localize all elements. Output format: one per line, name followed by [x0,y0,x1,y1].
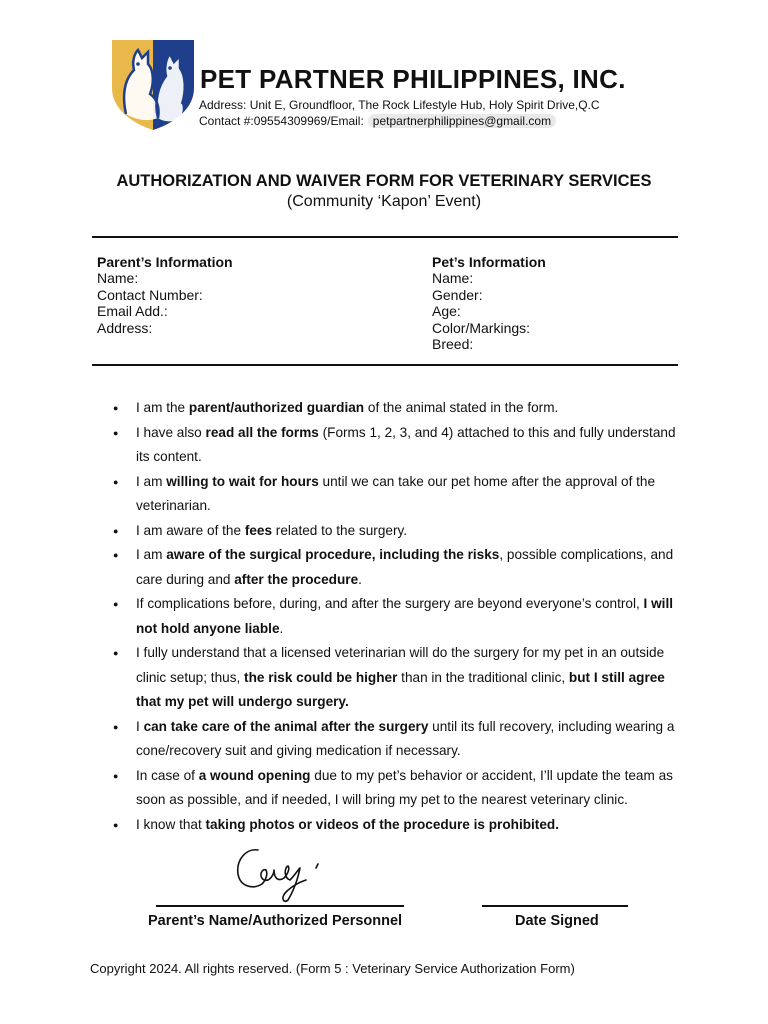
statement-emphasis: a wound opening [198,767,311,783]
statement-text: until we can take our pet home after the approval of the veterinarian. [136,473,656,513]
pet-field-age: Age: [432,303,461,320]
parent-field-email: Email Add.: [97,303,168,320]
pet-field-breed: Breed: [432,336,474,353]
statement-text: I am aware of the [136,522,245,538]
statement-emphasis: but I still agree that my pet will undergo surgery. [136,669,665,709]
statement-text: . [279,620,284,636]
statement-emphasis: the risk could be higher [244,669,398,685]
email-link[interactable]: petpartnerphilippines@gmail.com [368,114,556,128]
parent-field-name: Name: [97,270,139,287]
statement-text: , possible complications, and care during and [136,547,674,587]
statement-emphasis: fees [244,522,273,538]
statement-item [113,813,688,838]
statement-emphasis: parent/authorized guardian [188,400,365,415]
statement-text: due to my pet’s behavior or accident, I’ll update the team as soon as possible, and if needed, I will bring my pet to the nearest veterinary clinic. [136,767,673,807]
company-address: Address: Unit E, Groundfloor, The Rock Lifestyle Hub, Holy Spirit Drive,Q.C [199,98,600,112]
statement-item [113,470,688,519]
statement-text: In case of [136,767,199,783]
statement-emphasis: after the procedure [234,571,359,587]
statement-text: (Forms 1, 2, 3, and 4) attached to this and fully understand its content. [136,424,676,464]
statement-text: I know that [136,816,206,832]
statement-item [113,715,688,764]
statement-text: If complications before, during, and after the surgery are beyond everyone’s control, [136,596,644,611]
statement-item [113,421,688,470]
date-signed-label: Date Signed [515,913,599,929]
pet-info-section [432,254,546,352]
statement-emphasis: I will not hold anyone liable [136,596,674,636]
form-subtitle: (Community ‘Kapon’ Event) [286,193,482,210]
handwritten-signature [228,840,328,906]
statement-text: of the animal stated in the form. [364,400,559,415]
pet-field-gender: Gender: [432,286,483,303]
form-title: AUTHORIZATION AND WAIVER FORM FOR VETERINARY SERVICES [116,172,652,190]
date-signature-line [482,905,628,907]
name-signature-line [156,905,404,907]
parent-field-contact: Contact Number: [97,286,203,303]
statement-text: I am [136,547,167,562]
pet-field-color: Color/Markings: [432,319,531,336]
statement-item [113,764,688,813]
statement-text: I fully understand that a licensed veterinarian will do the surgery for my pet in an outside clinic setup; thus, [136,645,665,685]
company-contact [199,114,556,128]
statement-text: than in the traditional clinic, [397,669,569,685]
name-signature-label: Parent’s Name/Authorized Personnel [148,913,403,929]
statement-text: I am [136,473,167,489]
copyright-footer: Copyright 2024. All rights reserved. (Form 5 : Veterinary Service Authorization Form) [90,961,575,976]
parent-field-address: Address: [97,319,153,336]
statement-item [113,396,688,421]
statement-item [113,519,688,544]
statement-item [113,641,688,715]
statement-emphasis: willing to wait for hours [166,473,319,489]
statement-text: until its full recovery, including wearing a cone/recovery suit and giving medication if necessary. [136,718,675,758]
parent-info-section [97,254,233,336]
company-name: PET PARTNER PHILIPPINES, INC. [200,64,626,94]
contact-label: Contact #:09554309969/Email: [199,114,364,128]
statement-emphasis: aware of the surgical procedure, including the risks [166,547,500,562]
statement-emphasis: read all the forms [205,424,319,440]
statement-item [113,592,688,641]
statement-text: . [358,571,362,587]
statement-emphasis: can take care of the animal after the surgery [143,718,429,734]
statement-emphasis: taking photos or videos of the procedure is prohibited. [205,816,559,832]
statement-text: I am the [136,400,189,415]
bottom-divider [92,364,678,366]
pet-partner-logo-icon [108,36,198,132]
statement-text: I [136,718,144,734]
top-divider [92,236,678,238]
statement-item [113,543,688,592]
pet-field-name: Name: [432,270,474,287]
parent-info-heading: Parent’s Information [97,254,233,270]
statement-text: related to the surgery. [272,522,408,538]
statement-text: I have also [136,424,206,440]
waiver-statements [113,396,688,837]
pet-info-heading: Pet’s Information [432,254,546,270]
